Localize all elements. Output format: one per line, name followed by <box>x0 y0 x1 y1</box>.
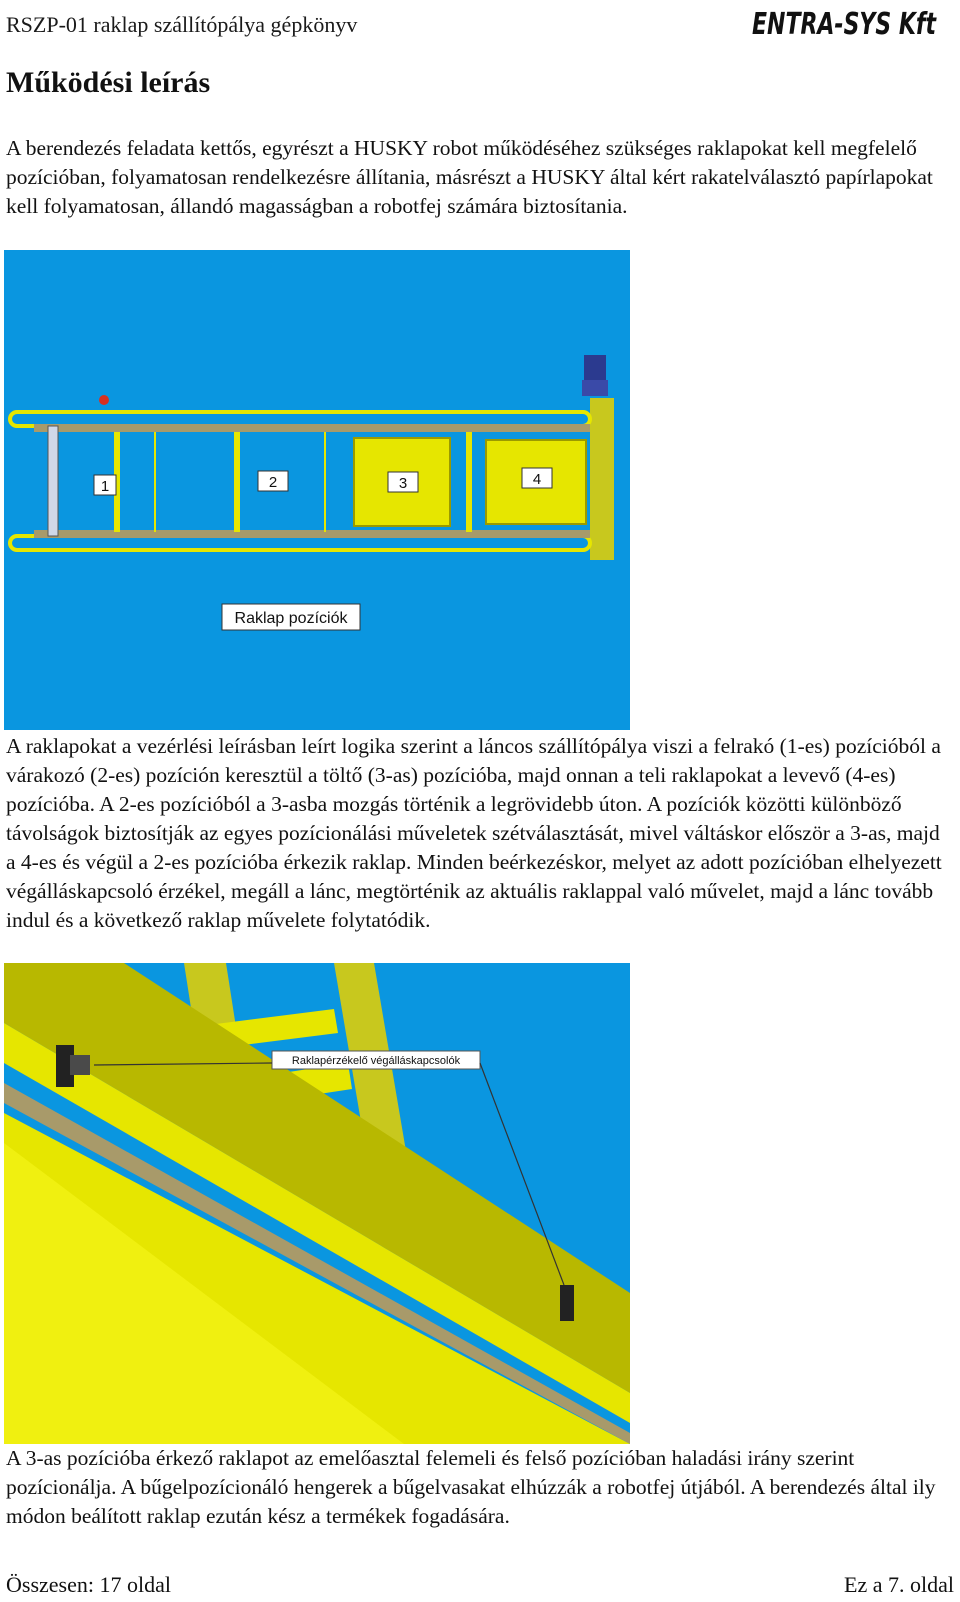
section-heading: Működési leírás <box>6 66 211 99</box>
callout-text: Raklapérzékelő végálláskapcsolók <box>291 1055 461 1067</box>
position-label-2: 2 <box>268 474 278 491</box>
logo-text: ENTRA-SYS Kft <box>752 7 938 42</box>
document-title: RSZP-01 raklap szállítópálya gépkönyv <box>6 12 358 37</box>
end-roller <box>48 426 58 536</box>
limit-switch-3d-figure <box>4 963 630 1444</box>
conveyor-top-view-figure <box>4 250 630 730</box>
positions-paragraph: A raklapokat a vezérlési leírásban leírt logika szerint a láncos szállítópálya viszi a felrakó (1-es) pozícióból a várakozó (2-es) pozíción keresztül a töltő (3-as) pozícióba, majd onnan a teli raklapokat a levevő (4-es) pozícióba. A 2-es pozícióból a 3-asba mozgás történik a legrövidebb úton. A pozíciók közötti különböző távolságok biztosítják az egyes pozícionálási műveletek szétválasztását, mivel váltáskor először a 3-as, majd a 4-es és végül a 2-es pozícióba érkezik raklap. Minden beérkezéskor, melyet az adott pozícióban elhelyezett végálláskapcsoló érzékel, megáll a lánc, megtörténik az aktuális raklappal való művelet, majd a lánc tovább indul és a következő raklap művelete folytatódik. <box>6 734 942 932</box>
total-pages: Összesen: 17 oldal <box>6 1572 171 1597</box>
sensor-indicator <box>99 395 109 405</box>
company-logo <box>750 0 940 46</box>
figure-caption: Raklap pozíciók <box>234 610 348 627</box>
frame-end-post <box>590 398 614 560</box>
upper-chain <box>34 424 590 432</box>
position-label-4: 4 <box>532 471 542 488</box>
intro-paragraph: A berendezés feladata kettős, egyrészt a HUSKY robot működéséhez szükséges raklapokat kell megfelelő pozícióban, folyamatosan rendelkezésre állítania, másrészt a HUSKY által kért rakatelválasztó papírlapokat kell folyamatosan, állandó magasságban a robotfej számára biztosítania. <box>6 136 933 218</box>
position-label-1: 1 <box>100 478 110 495</box>
lifting-paragraph: A 3-as pozícióba érkező raklapot az emelőasztal felemeli és felső pozícióban haladási irány szerint pozícionálja. A bűgelpozícionáló hengerek a bűgelvasakat elhúzzák a robotfej útjából. A berendezés által ily módon beálított raklap ezután kész a termékek fogadására. <box>6 1446 936 1528</box>
limit-switch-lower <box>560 1285 574 1321</box>
position-label-3: 3 <box>398 475 408 492</box>
current-page: Ez a 7. oldal <box>844 1572 954 1597</box>
